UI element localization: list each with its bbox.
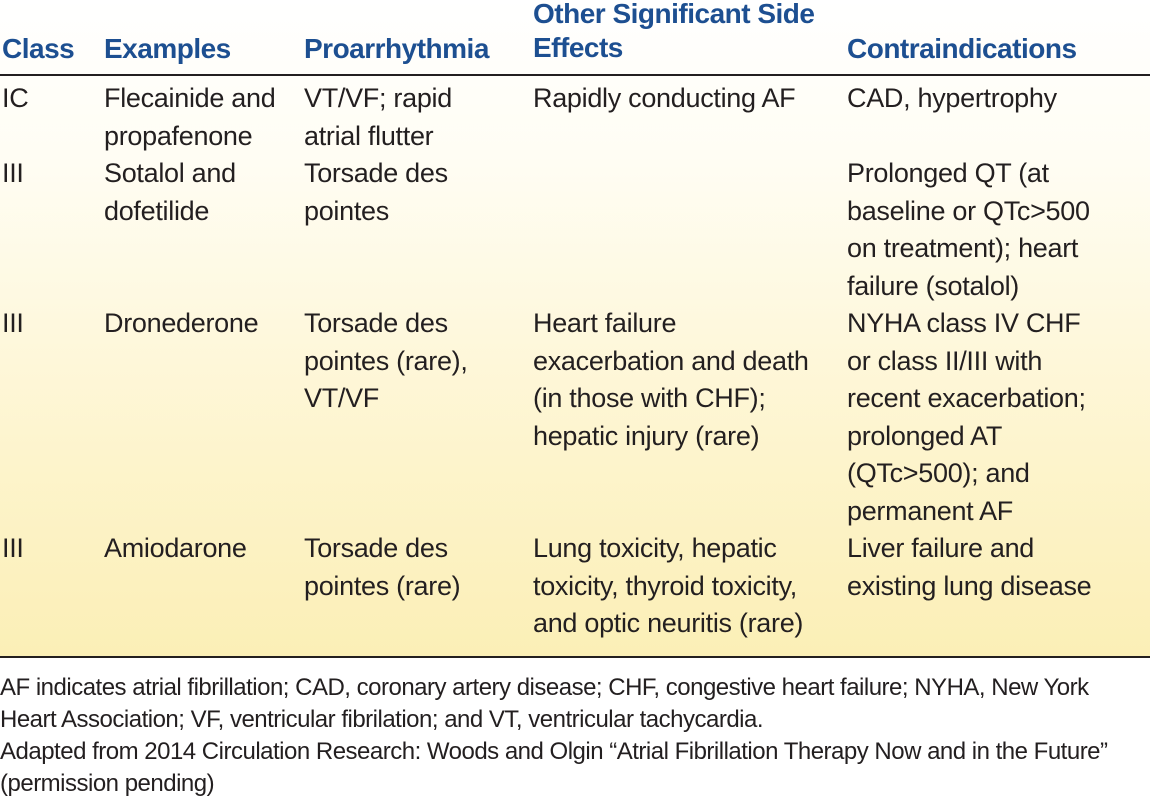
row-4-contraindications: Liver failure and existing lung disease <box>847 533 1092 601</box>
header-class: Class <box>2 33 75 64</box>
row-1-contraindications: CAD, hypertrophy <box>847 83 1057 113</box>
table-bottom-rule <box>0 656 1150 658</box>
row-3-contraindications: NYHA class IV CHF or class II/III with recent exacerbation; prolonged AT (QTc>500); and permanent AF <box>847 308 1086 526</box>
row-1-class: IC <box>2 83 29 113</box>
row-3-class: III <box>2 308 24 338</box>
row-1-proarrhythmia: VT/VF; rapid atrial flutter <box>304 83 452 151</box>
footnote-source: Adapted from 2014 Circulation Research: Woods and Olgin “Atrial Fibrillation Therapy Now and in the Future” (permission pending) <box>0 738 1108 797</box>
row-2-contraindications: Prolonged QT (at baseline or QTc>500 on treatment); heart failure (sotalol) <box>847 158 1090 301</box>
row-4-proarrhythmia: Torsade des pointes (rare) <box>304 533 461 601</box>
row-2-class: III <box>2 158 24 188</box>
row-3-proarrhythmia: Torsade des pointes (rare), VT/VF <box>304 308 468 413</box>
row-3-examples: Dronederone <box>104 308 259 338</box>
header-proarrhythmia: Proarrhythmia <box>304 33 489 64</box>
footnote-abbreviations: AF indicates atrial fibrillation; CAD, coronary artery disease; CHF, congestive heart failure; NYHA, New York Heart Association; VF, ventricular fibrilation; and VT, ventricular tachycardia. <box>0 674 1089 733</box>
header-side-effects: Other Significant Side Effects <box>533 0 815 63</box>
row-1-side-effects: Rapidly conducting AF <box>533 83 796 113</box>
header-contraindications: Contraindications <box>847 33 1077 64</box>
row-2-examples: Sotalol and dofetilide <box>104 158 236 226</box>
header-rule <box>0 74 1150 76</box>
row-4-class: III <box>2 533 24 563</box>
row-1-examples: Flecainide and propafenone <box>104 83 276 151</box>
header-examples: Examples <box>104 33 231 64</box>
row-4-examples: Amiodarone <box>104 533 247 563</box>
row-4-side-effects: Lung toxicity, hepatic toxicity, thyroid toxicity, and optic neuritis (rare) <box>533 533 804 638</box>
row-2-proarrhythmia: Torsade des pointes <box>304 158 448 226</box>
row-3-side-effects: Heart failure exacerbation and death (in those with CHF); hepatic injury (rare) <box>533 308 809 451</box>
